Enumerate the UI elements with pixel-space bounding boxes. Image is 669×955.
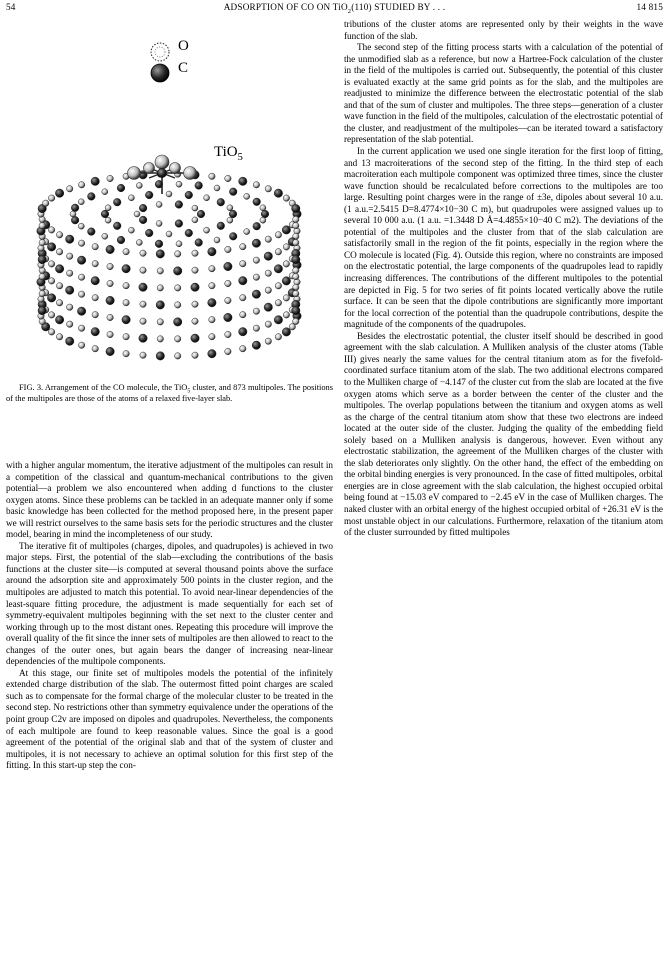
- multipole-sphere: [117, 236, 125, 244]
- multipole-sphere: [67, 186, 73, 192]
- multipole-sphere: [192, 217, 198, 223]
- multipole-sphere: [214, 185, 220, 191]
- multipole-sphere: [175, 336, 181, 342]
- multipole-sphere: [88, 193, 96, 201]
- multipole-sphere: [283, 261, 289, 267]
- left-column: [6, 460, 333, 772]
- multipole-sphere: [157, 268, 163, 274]
- multipole-sphere: [176, 181, 182, 187]
- multipole-sphere: [48, 261, 54, 267]
- multipole-sphere: [113, 222, 121, 230]
- multipole-sphere: [67, 321, 73, 327]
- multipole-sphere: [265, 287, 271, 293]
- multipole-sphere: [192, 301, 198, 307]
- multipole-sphere: [195, 182, 203, 190]
- multipole-sphere: [275, 232, 281, 238]
- multipole-sphere: [244, 193, 250, 199]
- multipole-sphere: [265, 338, 271, 344]
- multipole-sphere: [224, 262, 232, 270]
- multipole-sphere: [140, 352, 146, 358]
- multipole-sphere: [274, 189, 282, 197]
- multipole-sphere: [253, 308, 259, 314]
- multipole-sphere: [293, 273, 299, 279]
- multipole-sphere: [274, 265, 282, 273]
- label-carbon: C: [178, 60, 189, 76]
- multipole-sphere: [66, 337, 74, 345]
- multipole-sphere: [107, 280, 113, 286]
- multipole-sphere: [208, 248, 216, 256]
- multipole-sphere: [197, 210, 205, 218]
- multipole-sphere: [166, 231, 172, 237]
- multipole-sphere: [204, 227, 210, 233]
- multipole-sphere: [225, 246, 231, 252]
- multipole-sphere: [239, 177, 247, 185]
- multipole-sphere: [229, 188, 237, 196]
- multipole-sphere: [192, 352, 198, 358]
- multipole-sphere: [92, 312, 98, 318]
- multipole-sphere: [253, 198, 261, 206]
- multipole-sphere: [192, 205, 198, 211]
- multipole-sphere: [275, 300, 281, 306]
- paragraph: with a higher angular momentum, the iterative adjustment of the multipoles can result in a competition of the classical and quantum-mechanical contributions to the given potential—a problem we also encountered when adding d functions to the cluster oxygen atoms. Since these problems can be tackled in an adequate manner only if some basic knowledge has been collected for the method proposed here, in the present paper we will restrict ourselves to the same basis sets for the periodic structures and the cluster model, bearing in mind the incompleteness of our study.: [6, 460, 333, 540]
- multipole-sphere: [71, 204, 79, 212]
- multipole-sphere: [117, 184, 125, 192]
- multipole-sphere: [265, 270, 271, 276]
- multipole-sphere: [282, 328, 290, 336]
- multipole-sphere: [175, 353, 181, 359]
- multipole-sphere: [48, 195, 54, 201]
- multipole-sphere: [166, 191, 172, 197]
- multipole-sphere: [78, 223, 84, 229]
- multipole-sphere: [47, 243, 55, 251]
- multipole-sphere: [283, 244, 289, 250]
- multipole-sphere: [92, 244, 98, 250]
- multipole-sphere: [175, 302, 181, 308]
- multipole-sphere: [244, 229, 250, 235]
- multipole-sphere: [88, 228, 96, 236]
- multipole-sphere: [43, 200, 49, 206]
- multipole-sphere: [78, 325, 84, 331]
- co-molecule: [151, 43, 169, 82]
- multipole-sphere: [209, 173, 215, 179]
- multipole-sphere: [227, 217, 233, 223]
- figure-3-illustration: [6, 22, 333, 382]
- paragraph: Besides the electrostatic potential, the cluster itself should be described in good agreement with the slab calculation. A Mulliken analysis of the cluster atoms (Table III) gives nearly the same values for the central titanium atom as for the fivefold-coordinated surface titanium atom of the slab. The two additional electrons compared to the Mulliken charge of −4.147 of the cluster cut from the slab are located at the five oxygen atoms which serve as a border between the center of the cluster and the multipoles. The overlap populations between the titanium and oxygen atoms as well as the charge of the central titanium atom show that these two electrons are indeed located at the outer side of the cluster. Judging the quality of the embedding field solely based on a Mulliken analysis is dangerous, however. Even without any electrostatic stabilization, the agreement of the Mulliken charges of the cluster with the slab deteriorates only slightly. On the other hand, the effect of the embedding on the orbital binding energies is very pronounced. In the case of fitted multipoles, orbital energies are in close agreement with the slab calculation, the highest occupied orbital being found at −15.03 eV compared to −2.45 eV in the case of Mulliken charges. The naked cluster with an orbital energy of the highest occupied orbital of +26.31 eV is the most unstable object in our calculations. Furthermore, relaxation of the titanium atom of the cluster surrounded by fitted multipoles: [344, 330, 663, 538]
- multipole-sphere: [227, 205, 233, 211]
- multipole-sphere: [156, 301, 164, 309]
- multipole-sphere: [225, 175, 231, 181]
- multipole-sphere: [264, 252, 272, 260]
- multipole-sphere: [39, 239, 45, 245]
- multipole-sphere: [106, 347, 114, 355]
- multipole-sphere: [264, 303, 272, 311]
- multipole-sphere: [260, 217, 266, 223]
- multipole-sphere: [78, 342, 84, 348]
- multipole-sphere: [136, 183, 142, 189]
- multipole-sphere: [48, 312, 54, 318]
- multipole-sphere: [192, 267, 198, 273]
- multipole-sphere: [156, 202, 162, 208]
- multipole-sphere: [140, 318, 146, 324]
- multipole-sphere: [252, 341, 260, 349]
- multipole-sphere: [106, 245, 114, 253]
- multipole-sphere: [123, 300, 129, 306]
- multipole-sphere: [185, 229, 193, 237]
- multipole-sphere: [92, 295, 98, 301]
- multipole-sphere: [224, 313, 232, 321]
- multipole-sphere: [293, 239, 299, 245]
- multipole-sphere: [55, 189, 63, 197]
- multipole-sphere: [77, 307, 85, 315]
- multipole-sphere: [67, 304, 73, 310]
- multipole-sphere: [55, 265, 63, 273]
- multipole-sphere: [157, 285, 163, 291]
- paragraph: The iterative fit of multipoles (charges, dipoles, and quadrupoles) is achieved in two major steps. First, the potential of the slab—excluding the contributions of the basis functions at the cluster site—is computed at several thousand points above the surface around the adsorption site and approximately 500 points in the cluster region, and the multipoles are adjusted to match this potential. To avoid near-linear dependencies of the least-square fitting procedure, the adjustment is made sequentially for each set of symmetry-equivalent multipoles beginning with the set next to the cluster center and working through up to the most distant ones. Repeating this procedure will improve the overall quality of the fit since the inner sets of multipoles are then allowed to react to the changes of the outer ones, but again bears the danger of increasing near-linear dependencies of the multipole components.: [6, 540, 333, 667]
- multipole-sphere: [174, 318, 182, 326]
- multipole-sphere: [292, 255, 300, 263]
- label-tio5: TiO$_5$: [214, 144, 243, 163]
- label-oxygen: O: [178, 38, 189, 54]
- multipole-sphere: [265, 321, 271, 327]
- multipole-sphere: [140, 301, 146, 307]
- multipole-sphere: [282, 277, 290, 285]
- multipole-sphere: [229, 210, 237, 218]
- multipole-sphere: [77, 256, 85, 264]
- multipole-sphere: [145, 229, 153, 237]
- multipole-sphere: [39, 222, 45, 228]
- multipole-sphere: [260, 205, 266, 211]
- multipole-sphere: [139, 283, 147, 291]
- multipole-sphere: [105, 217, 111, 223]
- multipole-sphere: [67, 253, 73, 259]
- running-head: [6, 2, 663, 16]
- multipole-sphere: [209, 334, 215, 340]
- multipole-sphere: [157, 336, 163, 342]
- multipole-slab: [37, 171, 301, 360]
- multipole-sphere: [128, 227, 134, 233]
- multipole-sphere: [67, 270, 73, 276]
- multipole-sphere: [56, 334, 62, 340]
- multipole-sphere: [101, 210, 109, 218]
- multipole-sphere: [56, 300, 62, 306]
- multipole-sphere: [208, 350, 216, 358]
- multipole-sphere: [122, 265, 130, 273]
- multipole-sphere: [157, 319, 163, 325]
- multipole-sphere: [71, 216, 79, 224]
- multipole-sphere: [155, 240, 163, 248]
- multipole-sphere: [253, 222, 261, 230]
- multipole-sphere: [175, 201, 183, 209]
- multipole-sphere: [195, 239, 203, 247]
- multipole-sphere: [192, 250, 198, 256]
- multipole-sphere: [78, 182, 84, 188]
- page-number: 54: [6, 2, 16, 12]
- multipole-sphere: [192, 318, 198, 324]
- multipole-sphere: [136, 240, 142, 246]
- multipole-sphere: [105, 205, 111, 211]
- multipole-sphere: [240, 346, 246, 352]
- multipole-sphere: [214, 237, 220, 243]
- multipole-sphere: [123, 283, 129, 289]
- multipole-sphere: [289, 324, 295, 330]
- multipole-sphere: [240, 295, 246, 301]
- multipole-sphere: [156, 250, 164, 258]
- multipole-sphere: [229, 233, 237, 241]
- multipole-sphere: [123, 249, 129, 255]
- multipole-sphere: [156, 221, 162, 227]
- multipole-sphere: [66, 235, 74, 243]
- multipole-sphere: [139, 204, 147, 212]
- multipole-sphere: [123, 334, 129, 340]
- multipole-sphere: [78, 199, 84, 205]
- multipole-sphere: [123, 351, 129, 357]
- multipole-sphere: [47, 294, 55, 302]
- multipole-sphere: [292, 306, 300, 314]
- multipole-sphere: [38, 255, 46, 263]
- multipole-sphere: [107, 175, 113, 181]
- multipole-sphere: [217, 198, 225, 206]
- multipole-sphere: [176, 241, 182, 247]
- multipole-sphere: [209, 266, 215, 272]
- multipole-sphere: [107, 314, 113, 320]
- multipole-sphere: [252, 290, 260, 298]
- multipole-sphere: [204, 195, 210, 201]
- multipole-sphere: [156, 352, 164, 360]
- paragraph: In the current application we used one single iteration for the first loop of fitting, and 13 macroiterations of the second step of the fitting. In the third step of each macroiteration each multipole component was optimized three times, since the cluster wave function should be recalculated before corrections to the multipoles are too large. Resulting point charges were in the range of ±3e, dipoles about several 10 a.u. (1 a.u.=2.5415 D=8.4774×10−30 C m), but quadrupoles were assigned values up to several 10 000 a.u. (1 a.u. =1.3448 D Å=4.4855×10−40 C m2). The deviations of the potential of the multipoles and the cluster from that of the slab calculation are satisfactorily small in the region of the fit points, especially in the region where the CO molecule is located (Fig. 4). Outside this region, where no constraints are imposed on the electrostatic potential, the large components of the quadrupoles lead to rapidly increasing differences. The contributions of the different multipoles to the potential are depicted in Fig. 5 for two series of fit points located vertically above the rutile surface. It can be seen that the dipole contributions are significantly more important for the local correction of the potential than the quadrupole contributions, despite the magnitude of the components of the quadrupoles.: [344, 146, 663, 330]
- multipole-sphere: [134, 211, 140, 217]
- multipole-sphere: [78, 274, 84, 280]
- multipole-sphere: [283, 195, 289, 201]
- multipole-sphere: [145, 191, 153, 199]
- multipole-sphere: [107, 331, 113, 337]
- multipole-sphere: [253, 182, 259, 188]
- multipole-sphere: [122, 316, 130, 324]
- multipole-sphere: [253, 325, 259, 331]
- multipole-sphere: [56, 283, 62, 289]
- multipole-sphere: [91, 177, 99, 185]
- multipole-sphere: [140, 267, 146, 273]
- paragraph: At this stage, our finite set of multipoles models the potential of the infinitely extended charge distribution of the slab. The outermost fitted point charges are scaled such as to compensate for the formal charge of the molecular cluster to be treated in the second step. No restrictions other than symmetry equivalence under the operations of the point group C2v are imposed on dipoles and quadrupoles. Nevertheless, the components of each multipole are found to keep reasonable values. Since the goal is a good agreement of the potential of the original slab and that of the system of cluster and multipoles, it is not necessary to achieve an optimal solution for this first step of the fitting. In this start-up step the con-: [6, 667, 333, 771]
- multipole-sphere: [292, 204, 300, 212]
- multipole-sphere: [261, 210, 269, 218]
- multipole-sphere: [225, 280, 231, 286]
- multipole-sphere: [240, 244, 246, 250]
- multipole-sphere: [56, 249, 62, 255]
- multipole-sphere: [253, 257, 259, 263]
- paragraph: The second step of the fitting process starts with a calculation of the potential of the unmodified slab as a reference, but now a Hartree-Fock calculation of the cluster in the field of the multipoles is carried out. Subsequently, the potential of this cluster is evaluated exactly at the same grid points as for the slab, and the multipoles are readjusted to minimize the difference between the electrostatic potential of the slab and that of the sum of cluster and multipoles. The three steps—generation of a cluster wave function in the field of the multipoles, calculation of the electrostatic potential of the cluster, and readjustment of the multipoles—can be iterated toward a satisfactory representation of the slab potential.: [344, 42, 663, 145]
- multipole-sphere: [265, 186, 271, 192]
- multipole-sphere: [174, 267, 182, 275]
- multipole-sphere: [38, 306, 46, 314]
- multipole-sphere: [225, 331, 231, 337]
- multipole-sphere: [239, 277, 247, 285]
- multipole-sphere: [175, 220, 183, 228]
- multipole-sphere: [274, 316, 282, 324]
- multipole-sphere: [293, 290, 299, 296]
- multipole-sphere: [217, 222, 225, 230]
- paragraph: tributions of the cluster atoms are represented only by their weights in the wave function of the slab.: [344, 19, 663, 41]
- multipole-sphere: [240, 312, 246, 318]
- multipole-sphere: [275, 249, 281, 255]
- multipole-sphere: [55, 316, 63, 324]
- multipole-sphere: [78, 240, 84, 246]
- multipole-sphere: [39, 290, 45, 296]
- multipole-sphere: [48, 329, 54, 335]
- multipole-sphere: [253, 274, 259, 280]
- multipole-sphere: [66, 286, 74, 294]
- multipole-sphere: [265, 236, 271, 242]
- multipole-sphere: [225, 297, 231, 303]
- multipole-sphere: [78, 291, 84, 297]
- multipole-sphere: [107, 263, 113, 269]
- multipole-sphere: [293, 222, 299, 228]
- multipole-sphere: [175, 251, 181, 257]
- figure-caption: FIG. 3. Arrangement of the CO molecule, the TiO$_5$ cluster, and 873 multipoles. The positions of the multipoles are those of the atoms of a relaxed five-layer slab.: [6, 383, 333, 403]
- multipole-sphere: [185, 191, 193, 199]
- multipole-sphere: [48, 278, 54, 284]
- multipole-sphere: [209, 317, 215, 323]
- multipole-sphere: [208, 299, 216, 307]
- multipole-sphere: [91, 328, 99, 336]
- multipole-sphere: [92, 346, 98, 352]
- multipole-sphere: [252, 239, 260, 247]
- multipole-sphere: [139, 216, 147, 224]
- multipole-sphere: [128, 195, 134, 201]
- multipole-sphere: [175, 285, 181, 291]
- multipole-sphere: [191, 283, 199, 291]
- multipole-sphere: [225, 348, 231, 354]
- multipole-sphere: [275, 283, 281, 289]
- multipole-sphere: [91, 277, 99, 285]
- running-title: ADSORPTION OF CO ON TiO$_2$(110) STUDIED BY . . .: [223, 2, 446, 15]
- multipole-sphere: [106, 296, 114, 304]
- multipole-sphere: [275, 334, 281, 340]
- multipole-sphere: [283, 295, 289, 301]
- multipole-sphere: [139, 334, 147, 342]
- multipole-sphere: [282, 226, 290, 234]
- multipole-sphere: [239, 328, 247, 336]
- right-column: [344, 19, 663, 539]
- multipole-sphere: [92, 261, 98, 267]
- multipole-sphere: [191, 334, 199, 342]
- multipole-sphere: [113, 198, 121, 206]
- multipole-sphere: [283, 312, 289, 318]
- multipole-sphere: [209, 283, 215, 289]
- multipole-sphere: [70, 211, 76, 217]
- multipole-sphere: [48, 227, 54, 233]
- multipole-sphere: [56, 232, 62, 238]
- multipole-sphere: [102, 189, 108, 195]
- multipole-sphere: [240, 261, 246, 267]
- figure-3: [6, 22, 333, 442]
- multipole-sphere: [102, 233, 108, 239]
- volume-page: 14 815: [636, 2, 663, 12]
- multipole-sphere: [39, 273, 45, 279]
- multipole-sphere: [140, 250, 146, 256]
